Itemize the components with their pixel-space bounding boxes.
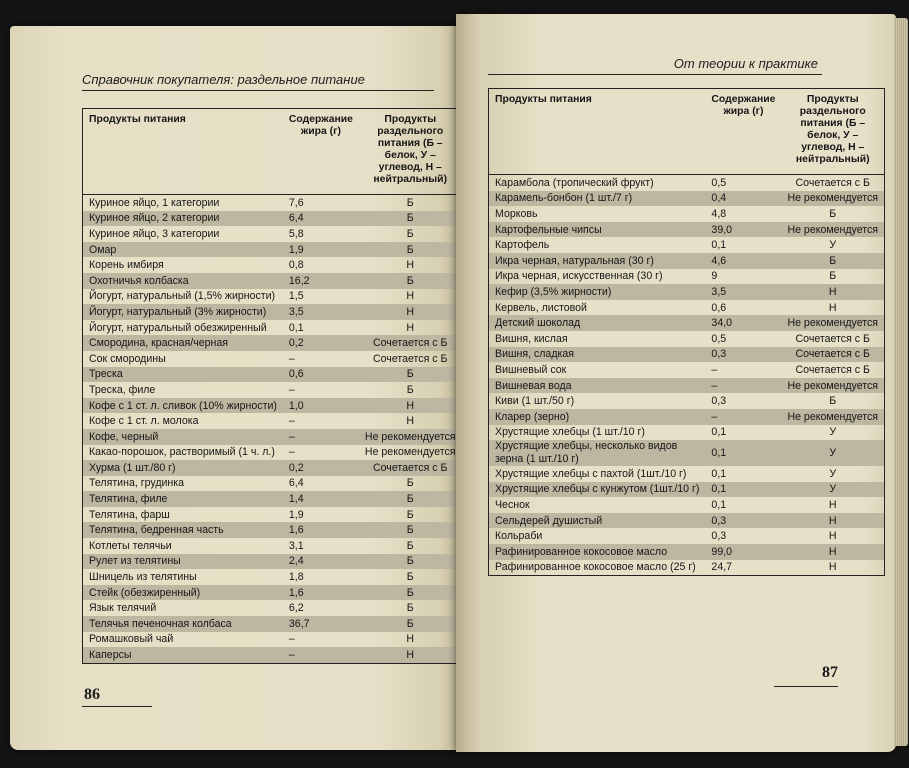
product-name: Стейк (обезжиренный) xyxy=(83,585,283,601)
food-type: Не рекомендуется xyxy=(781,222,884,238)
left-page xyxy=(10,26,462,750)
fat-content: 0,1 xyxy=(705,440,781,466)
right-footer-rule xyxy=(774,686,838,687)
food-type: Сочетается с Б xyxy=(373,352,448,365)
food-type: Сочетается с Б xyxy=(781,347,884,363)
food-type: Б xyxy=(406,539,414,552)
food-type: Сочетается с Б xyxy=(795,363,870,376)
table-row xyxy=(83,600,463,616)
table-row xyxy=(83,507,463,523)
table-row xyxy=(489,206,885,222)
table-row xyxy=(489,362,885,378)
food-type: Не рекомендуется xyxy=(781,378,884,394)
left-footer-rule xyxy=(82,706,152,707)
food-type: Не рекомендуется xyxy=(364,446,456,459)
fat-content: 1,4 xyxy=(283,491,359,507)
table-row xyxy=(83,289,463,305)
right-food-table xyxy=(488,88,885,576)
food-type: Б xyxy=(359,522,462,538)
table-row xyxy=(83,273,463,289)
left-running-title: Справочник покупателя: раздельное питание xyxy=(82,72,365,87)
product-name: Язык телячий xyxy=(89,602,157,615)
fat-content: 0,8 xyxy=(288,259,304,272)
product-name: Телятина, фарш xyxy=(89,508,170,521)
food-type: Б xyxy=(829,270,837,283)
food-type: Сочетается с Б xyxy=(795,176,870,189)
fat-content: 0,3 xyxy=(705,347,781,363)
table-row xyxy=(489,237,885,253)
product-name: Омар xyxy=(83,242,283,258)
food-type: Б xyxy=(406,571,414,584)
fat-content: 0,2 xyxy=(283,335,359,351)
fat-content: – xyxy=(705,378,781,394)
product-name: Йогурт, натуральный (3% жирности) xyxy=(83,304,283,320)
table-row xyxy=(83,304,463,320)
fat-content: 0,3 xyxy=(711,395,727,408)
food-type: Н xyxy=(406,633,415,646)
food-type: Б xyxy=(359,554,462,570)
product-name: Картофель xyxy=(495,239,550,252)
product-name: Рафинированное кокосовое масло xyxy=(489,544,706,560)
food-type: У xyxy=(781,482,884,498)
food-type: Б xyxy=(359,211,462,227)
product-name: Кефир (3,5% жирности) xyxy=(489,284,706,300)
header-fat: Содержание жира (г) xyxy=(705,89,781,175)
food-type: Б xyxy=(359,242,462,258)
table-row xyxy=(489,191,885,207)
right-table-header-row xyxy=(489,89,885,175)
food-type: Сочетается с Б xyxy=(795,332,870,345)
fat-content: 0,1 xyxy=(711,499,727,512)
food-type: Н xyxy=(828,301,837,314)
fat-content: 0,1 xyxy=(711,239,727,252)
fat-content: 1,5 xyxy=(288,290,304,303)
product-name: Телятина, филе xyxy=(83,491,283,507)
fat-content: 0,1 xyxy=(705,482,781,498)
product-name: Вишневый сок xyxy=(495,363,567,376)
food-type: Н xyxy=(828,530,837,543)
food-type: Б xyxy=(359,273,462,289)
fat-content: 0,3 xyxy=(705,513,781,529)
fat-content: 34,0 xyxy=(705,315,781,331)
fat-content: 36,7 xyxy=(283,616,359,632)
fat-content: 1,6 xyxy=(283,585,359,601)
fat-content: 0,6 xyxy=(711,301,727,314)
food-type: Н xyxy=(359,304,462,320)
food-type: Б xyxy=(406,383,414,396)
product-name: Вишневая вода xyxy=(489,378,706,394)
right-page-number: 87 xyxy=(822,664,838,681)
header-product: Продукты питания xyxy=(489,89,706,175)
table-row xyxy=(83,195,463,211)
product-name: Морковь xyxy=(495,207,538,220)
product-name: Карамбола (тропический фрукт) xyxy=(495,176,654,189)
table-row xyxy=(489,440,885,466)
food-type: Н xyxy=(781,513,884,529)
product-name: Киви (1 шт./50 г) xyxy=(495,395,575,408)
fat-content: 0,5 xyxy=(711,332,727,345)
fat-content: 1,8 xyxy=(288,571,304,584)
food-type: Н xyxy=(828,499,837,512)
food-type: Сочетается с Б xyxy=(359,335,462,351)
table-row xyxy=(83,460,463,476)
header-product: Продукты питания xyxy=(83,109,283,195)
table-row xyxy=(83,320,463,336)
fat-content: 0,1 xyxy=(288,321,304,334)
product-name: Куриное яйцо, 1 категории xyxy=(89,196,220,209)
food-type: Не рекомендуется xyxy=(781,315,884,331)
product-name: Сельдерей душистый xyxy=(489,513,706,529)
table-row xyxy=(83,554,463,570)
product-name: Хурма (1 шт./80 г) xyxy=(83,460,283,476)
table-row xyxy=(83,632,463,648)
fat-content: – xyxy=(283,647,359,663)
table-row xyxy=(83,616,463,632)
fat-content: – xyxy=(288,383,295,396)
product-name: Куриное яйцо, 3 категории xyxy=(89,227,220,240)
table-row xyxy=(489,175,885,191)
food-type: Б xyxy=(359,585,462,601)
product-name: Смородина, красная/черная xyxy=(83,335,283,351)
table-row xyxy=(489,513,885,529)
food-type: Б xyxy=(406,508,414,521)
product-name: Хрустящие хлебцы (1 шт./10 г) xyxy=(495,426,645,439)
fat-content: – xyxy=(288,415,295,428)
left-page-number: 86 xyxy=(84,686,100,703)
product-name: Шницель из телятины xyxy=(89,571,197,584)
fat-content: 2,4 xyxy=(283,554,359,570)
food-type: Н xyxy=(406,290,415,303)
food-type: Б xyxy=(781,253,884,269)
left-food-table xyxy=(82,108,463,664)
product-name: Кольраби xyxy=(495,530,543,543)
fat-content: 0,4 xyxy=(705,191,781,207)
product-name: Хрустящие хлебцы с пахтой (1шт./10 г) xyxy=(495,467,687,480)
food-type: Не рекомендуется xyxy=(781,191,884,207)
product-name: Йогурт, натуральный обезжиренный xyxy=(89,321,267,334)
product-name: Кофе, черный xyxy=(83,429,283,445)
table-row xyxy=(489,378,885,394)
table-row xyxy=(489,528,885,544)
table-row xyxy=(489,269,885,285)
food-type: Б xyxy=(406,227,414,240)
table-row xyxy=(83,226,463,242)
table-row xyxy=(83,413,463,429)
table-row xyxy=(83,522,463,538)
right-table-body xyxy=(489,175,885,576)
product-name: Корень имбиря xyxy=(89,259,164,272)
product-name: Охотничья колбаска xyxy=(83,273,283,289)
fat-content: 7,6 xyxy=(288,196,304,209)
right-running-title: От теории к практике xyxy=(673,56,818,71)
food-type: У xyxy=(829,426,837,439)
fat-content: – xyxy=(711,363,718,376)
fat-content: 1,9 xyxy=(283,242,359,258)
fat-content: 0,1 xyxy=(711,426,727,439)
food-type: Н xyxy=(359,398,462,414)
fat-content: 1,6 xyxy=(283,522,359,538)
product-name: Кларер (зерно) xyxy=(489,409,706,425)
product-name: Кофе с 1 ст. л. сливок (10% жирности) xyxy=(83,398,283,414)
fat-content: – xyxy=(288,352,295,365)
food-type: У xyxy=(781,440,884,466)
fat-content: 0,5 xyxy=(711,176,727,189)
food-type: Не рекомендуется xyxy=(781,409,884,425)
table-row xyxy=(489,393,885,409)
product-name: Хрустящие хлебцы с кунжутом (1шт./10 г) xyxy=(489,482,706,498)
fat-content: 6,2 xyxy=(288,602,304,615)
fat-content: 1,0 xyxy=(283,398,359,414)
left-table-header-row xyxy=(83,109,463,195)
fat-content: 5,8 xyxy=(288,227,304,240)
product-name: Треска xyxy=(83,367,283,383)
fat-content: 9 xyxy=(711,270,718,283)
fat-content: – xyxy=(705,409,781,425)
fat-content: 4,6 xyxy=(705,253,781,269)
product-name: Треска, филе xyxy=(89,383,156,396)
food-type: Б xyxy=(359,616,462,632)
page-edges xyxy=(894,18,908,746)
product-name: Карамель-бонбон (1 шт./7 г) xyxy=(489,191,706,207)
product-name: Кофе с 1 ст. л. молока xyxy=(89,415,199,428)
table-row xyxy=(83,647,463,663)
food-type: Б xyxy=(829,207,837,220)
table-row xyxy=(489,544,885,560)
header-fat: Содержание жира (г) xyxy=(283,109,359,195)
table-row xyxy=(489,497,885,513)
product-name: Телятина, бедренная часть xyxy=(83,522,283,538)
table-row xyxy=(489,315,885,331)
fat-content: 24,7 xyxy=(711,561,733,574)
table-row xyxy=(83,351,463,367)
fat-content: 0,1 xyxy=(711,467,727,480)
food-type: Сочетается с Б xyxy=(359,460,462,476)
table-row xyxy=(489,300,885,316)
food-type: У xyxy=(829,239,837,252)
table-row xyxy=(489,409,885,425)
fat-content: 39,0 xyxy=(705,222,781,238)
fat-content: 16,2 xyxy=(283,273,359,289)
fat-content: 0,3 xyxy=(711,530,727,543)
food-type: Н xyxy=(406,321,415,334)
product-name: Телятина, грудинка xyxy=(89,477,185,490)
product-name: Куриное яйцо, 2 категории xyxy=(83,211,283,227)
food-type: Б xyxy=(829,395,837,408)
food-type: Не рекомендуется xyxy=(359,429,462,445)
fat-content: 4,8 xyxy=(711,207,727,220)
product-name: Телячья печеночная колбаса xyxy=(83,616,283,632)
table-row xyxy=(83,242,463,258)
table-row xyxy=(83,429,463,445)
product-name: Ромашковый чай xyxy=(89,633,174,646)
table-row xyxy=(83,538,463,554)
product-name: Рафинированное кокосовое масло (25 г) xyxy=(495,561,696,574)
fat-content: 1,9 xyxy=(288,508,304,521)
table-row xyxy=(83,398,463,414)
fat-content: 0,6 xyxy=(283,367,359,383)
table-row xyxy=(83,491,463,507)
table-row xyxy=(489,482,885,498)
left-table-body xyxy=(83,195,463,664)
product-name: Йогурт, натуральный (1,5% жирности) xyxy=(89,290,276,303)
food-type: Н xyxy=(359,647,462,663)
food-type: Н xyxy=(828,561,837,574)
table-row xyxy=(489,466,885,482)
right-header-rule xyxy=(488,74,822,75)
fat-content: 3,5 xyxy=(705,284,781,300)
product-name: Хрустящие хлебцы, несколько видов зерна (1 шт./10 г) xyxy=(489,440,706,466)
product-name: Кервель, листовой xyxy=(495,301,587,314)
fat-content: 3,1 xyxy=(288,539,304,552)
table-row xyxy=(489,253,885,269)
food-type: Н xyxy=(406,259,415,272)
fat-content: – xyxy=(288,446,295,459)
fat-content: – xyxy=(288,633,295,646)
product-name: Каперсы xyxy=(83,647,283,663)
product-name: Чеснок xyxy=(495,499,530,512)
product-name: Детский шоколад xyxy=(489,315,706,331)
fat-content: 3,5 xyxy=(283,304,359,320)
product-name: Какао-порошок, растворимый (1 ч. л.) xyxy=(89,446,275,459)
food-type: Н xyxy=(781,544,884,560)
table-row xyxy=(83,382,463,398)
food-type: Н xyxy=(406,415,415,428)
product-name: Сок смородины xyxy=(89,352,166,365)
table-row xyxy=(83,257,463,273)
food-type: Б xyxy=(406,477,414,490)
food-type: У xyxy=(829,467,837,480)
table-row xyxy=(489,331,885,347)
product-name: Вишня, сладкая xyxy=(489,347,706,363)
product-name: Икра черная, натуральная (30 г) xyxy=(489,253,706,269)
right-page xyxy=(456,14,896,752)
table-row xyxy=(489,347,885,363)
table-row xyxy=(83,476,463,492)
table-row xyxy=(489,222,885,238)
product-name: Вишня, кислая xyxy=(495,332,568,345)
table-row xyxy=(489,560,885,576)
table-row xyxy=(83,585,463,601)
left-header-rule xyxy=(82,90,434,91)
food-type: Б xyxy=(359,491,462,507)
food-type: Б xyxy=(406,196,414,209)
table-row xyxy=(83,335,463,351)
table-row xyxy=(83,211,463,227)
fat-content: 0,2 xyxy=(283,460,359,476)
food-type: Н xyxy=(781,284,884,300)
fat-content: 6,4 xyxy=(288,477,304,490)
product-name: Котлеты телячьи xyxy=(89,539,172,552)
fat-content: 6,4 xyxy=(283,211,359,227)
table-row xyxy=(83,569,463,585)
product-name: Картофельные чипсы xyxy=(489,222,706,238)
table-row xyxy=(83,367,463,383)
table-row xyxy=(489,425,885,441)
food-type: Б xyxy=(359,367,462,383)
table-row xyxy=(83,445,463,461)
food-type: Б xyxy=(406,602,414,615)
fat-content: – xyxy=(283,429,359,445)
header-type: Продукты раздельного питания (Б – белок, У – углевод, Н – нейтральный) xyxy=(359,109,462,195)
fat-content: 99,0 xyxy=(705,544,781,560)
product-name: Икра черная, искусственная (30 г) xyxy=(495,270,663,283)
product-name: Рулет из телятины xyxy=(83,554,283,570)
table-row xyxy=(489,284,885,300)
header-type: Продукты раздельного питания (Б – белок, У – углевод, Н – нейтральный) xyxy=(781,89,884,175)
